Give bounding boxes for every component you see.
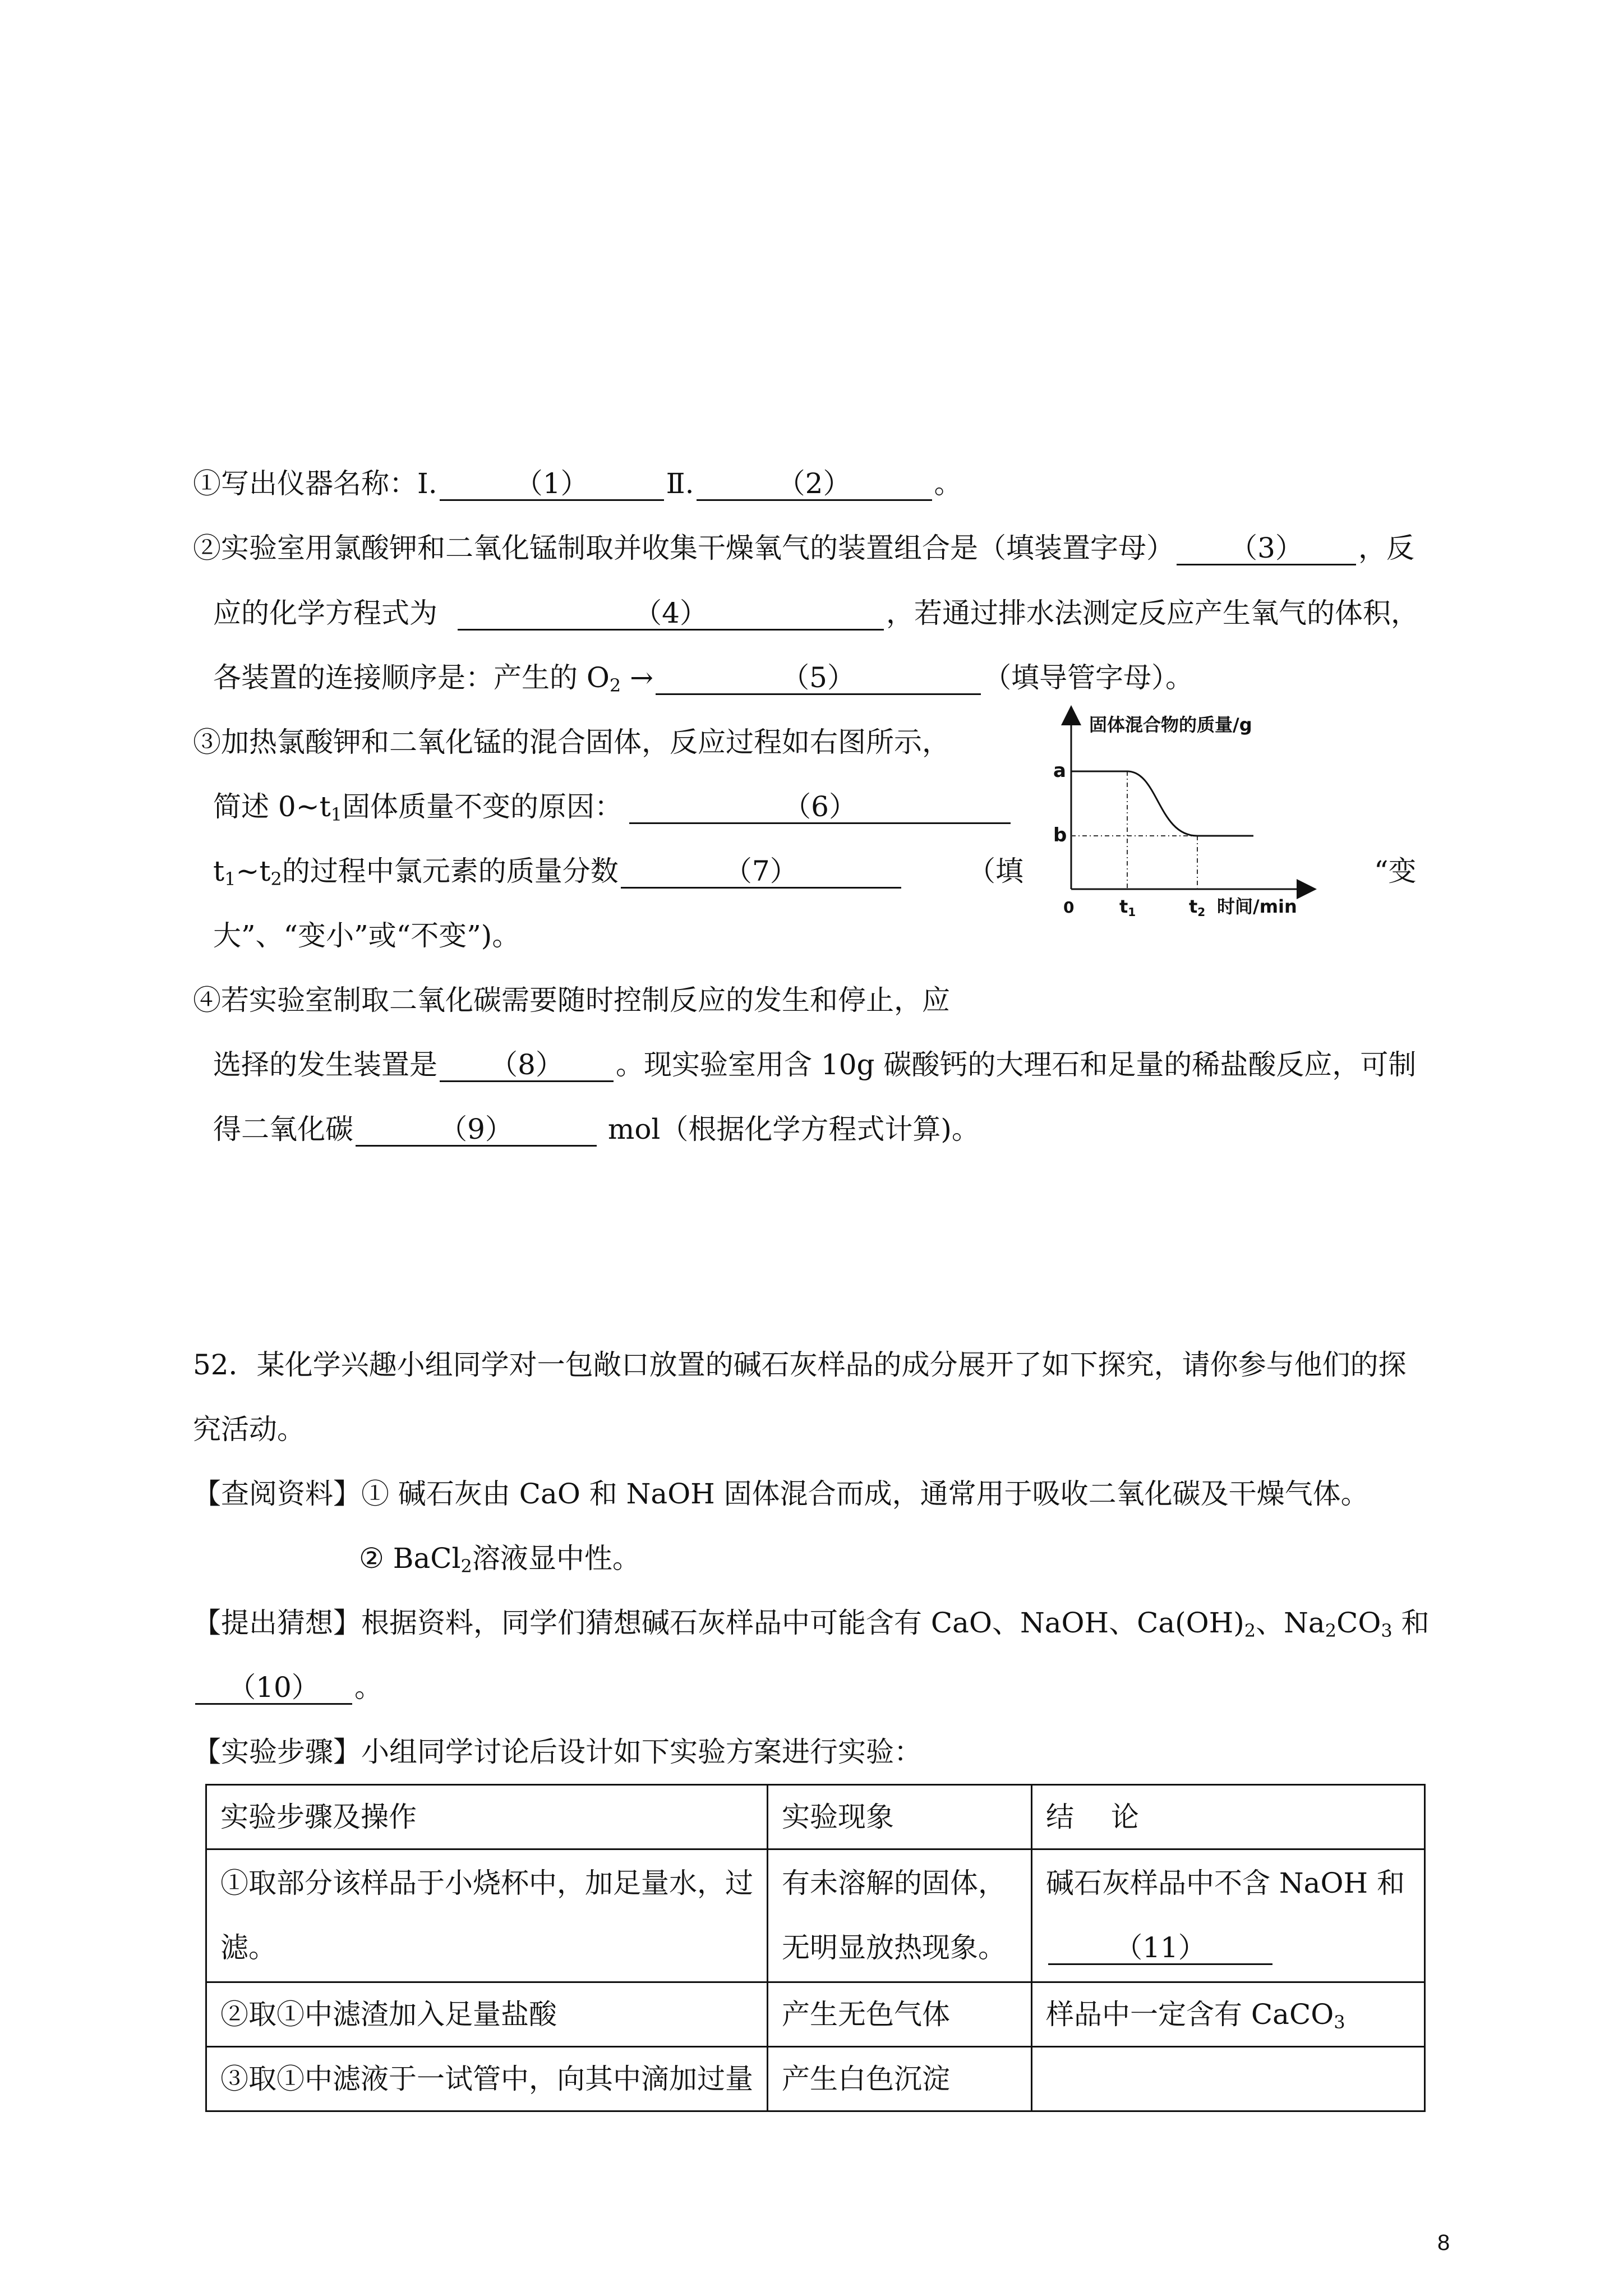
blank-8[interactable]: （8） — [440, 1049, 614, 1082]
q51-part2-line3: 各装置的连接顺序是：产生的 $O_2 \to (5)$ （填导管字母）。 — [213, 661, 1194, 696]
blank-2[interactable]: （2） — [697, 468, 932, 501]
q52-reference-1: 【查阅资料】① 碱石灰由 CaO 和 NaOH 固体混合而成，通常用于吸收二氧化碳及干燥气体。 — [193, 1478, 1369, 1510]
experiment-table — [205, 1784, 1426, 2112]
chart-x-label: 时间/min — [1217, 896, 1297, 917]
blank-10[interactable]: （10） — [195, 1672, 352, 1705]
table-header-row — [206, 1785, 1425, 1849]
blank-11[interactable]: （11） — [1048, 1932, 1272, 1965]
q51-part1: ①写出仪器名称：Ⅰ. （1） Ⅱ. （2） 。 — [193, 467, 962, 500]
x-tick-t1: t1 — [1119, 896, 1136, 919]
x-tick-t2: t2 — [1189, 896, 1206, 919]
blank-9[interactable]: （9） — [356, 1114, 597, 1147]
row3-operation: ③取①中滤液于一试管中，向其中滴加过量 — [206, 2047, 768, 2111]
q52-reference-2: ② BaCl$_2$溶液显中性。 — [359, 1542, 640, 1577]
fill-hint-right: “变 — [1374, 855, 1417, 887]
q51-part4-line3: 得二氧化碳 （9） mol（根据化学方程式计算)。 — [213, 1113, 980, 1145]
fill-hint-left: （填 — [967, 855, 1023, 887]
row2-conclusion: 样品中一定含有 CaCO$_3$ — [1032, 1982, 1425, 2047]
mass-time-chart — [1053, 704, 1329, 919]
q51-part4-line2: 选择的发生装置是 （8） 。现实验室用含 10g 碳酸钙的大理石和足量的稀盐酸反应，可制 — [213, 1048, 1417, 1081]
blank-5[interactable]: （5） — [656, 662, 981, 695]
q51-part4-line1: ④若实验室制取二氧化碳需要随时控制反应的发生和停止，应 — [193, 984, 950, 1016]
row2-operation: ②取①中滤渣加入足量盐酸 — [206, 1982, 768, 2047]
q51-part3-line2: 简述 $0\sim t_1$固体质量不变的原因： （6） — [213, 790, 1013, 824]
mass-curve — [1071, 771, 1253, 836]
blank-7[interactable]: （7） — [621, 855, 901, 889]
table-row — [206, 1982, 1425, 2047]
header-steps: 实验步骤及操作 — [206, 1785, 768, 1849]
q51-part2-line1: ②实验室用氯酸钾和二氧化锰制取并收集干燥氧气的装置组合是（填装置字母） （3） ，反 — [193, 532, 1414, 564]
x-tick-0: 0 — [1063, 898, 1075, 917]
blank-4[interactable]: （4） — [458, 597, 884, 631]
q52-guess-blank-line: （10） 。 — [193, 1671, 382, 1705]
page-number: 8 — [1437, 2230, 1450, 2255]
q51-part2-line2: 应的化学方程式为 （4） ，若通过排水法测定反应产生氧气的体积， — [213, 597, 1419, 629]
row2-phenomenon: 产生无色气体 — [768, 1982, 1032, 2047]
header-phenomenon: 实验现象 — [768, 1785, 1032, 1849]
q51-part3-line3: $t_1\sim t_2$的过程中氯元素的质量分数 （7） — [213, 854, 903, 889]
blank-6[interactable]: （6） — [629, 791, 1011, 824]
row1-conclusion: 碱石灰样品中不含 NaOH 和 （11） — [1032, 1849, 1425, 1982]
q52-intro-line1: 52．某化学兴趣小组同学对一包敞口放置的碱石灰样品的成分展开了如下探究，请你参与他们的探 — [193, 1349, 1407, 1381]
q52-steps-title: 【实验步骤】小组同学讨论后设计如下实验方案进行实验： — [193, 1736, 922, 1768]
table-row — [206, 1849, 1425, 1982]
q51-part3-line1: ③加热氯酸钾和二氧化锰的混合固体，反应过程如右图所示， — [193, 726, 950, 758]
q51-part3-line4: 大”、“变小”或“不变”)。 — [213, 919, 520, 952]
y-tick-b: b — [1053, 824, 1067, 846]
row3-phenomenon: 产生白色沉淀 — [768, 2047, 1032, 2111]
chart-y-label: 固体混合物的质量/g — [1089, 714, 1252, 735]
row1-operation: ①取部分该样品于小烧杯中，加足量水，过滤。 — [206, 1849, 768, 1982]
table-row — [206, 2047, 1425, 2111]
row3-conclusion — [1032, 2047, 1425, 2111]
header-conclusion: 结 论 — [1032, 1785, 1425, 1849]
y-tick-a: a — [1053, 760, 1066, 782]
blank-3[interactable]: （3） — [1177, 532, 1356, 565]
q52-guess: 【提出猜想】根据资料，同学们猜想碱石灰样品中可能含有 CaO、NaOH、$Ca(OH)_2$、$Na_2CO_3$ 和 — [193, 1607, 1430, 1641]
row1-phenomenon: 有未溶解的固体，无明显放热现象。 — [768, 1849, 1032, 1982]
blank-1[interactable]: （1） — [440, 468, 664, 501]
q52-intro-line2: 究活动。 — [193, 1413, 305, 1446]
